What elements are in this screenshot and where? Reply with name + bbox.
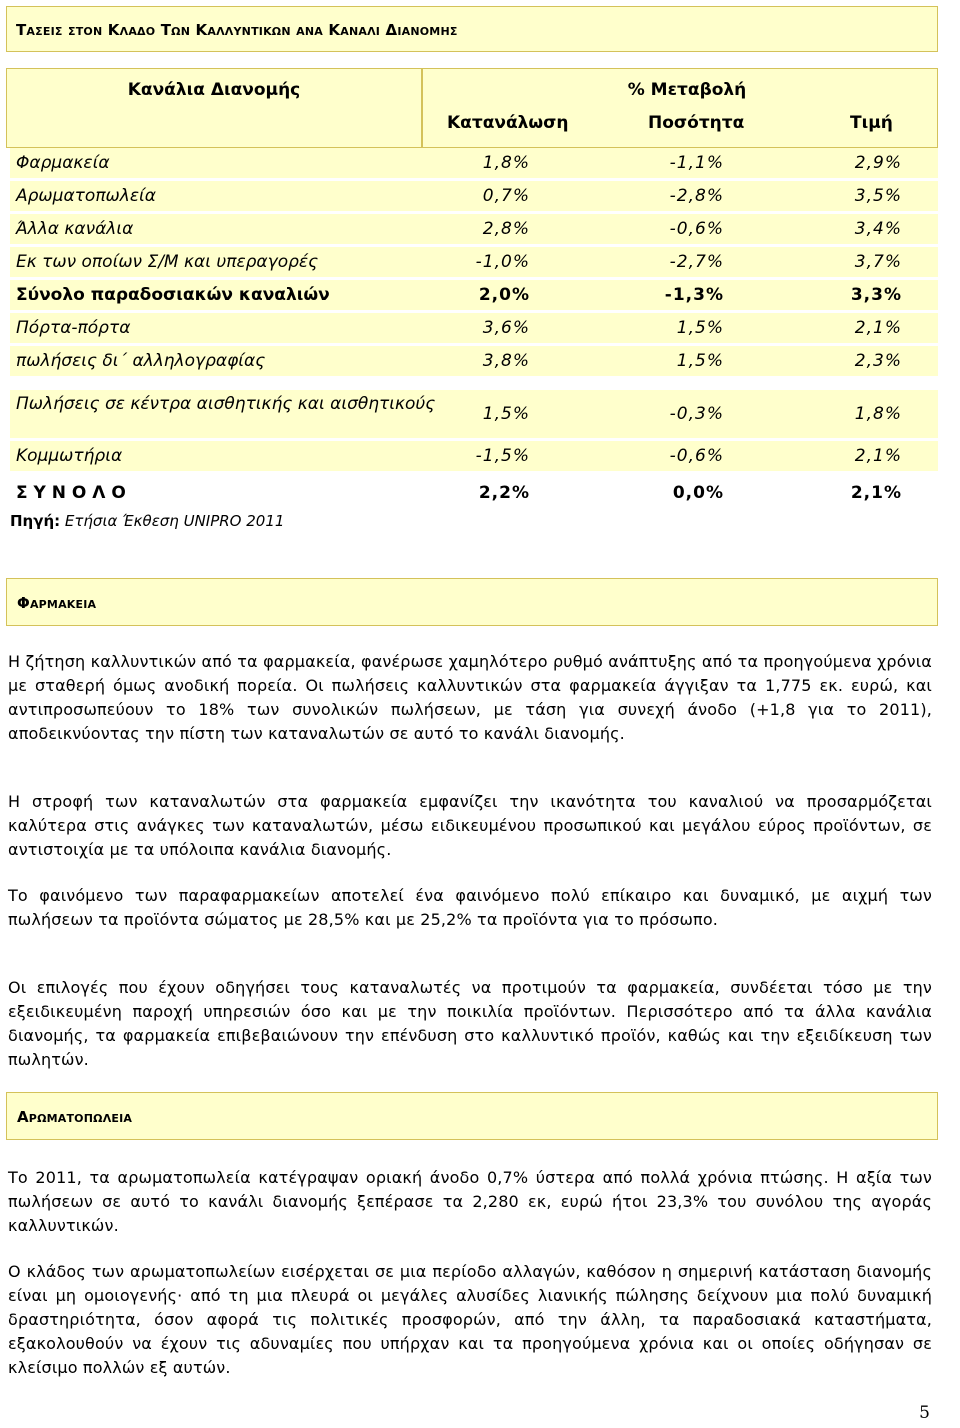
cell-quantity: -2,8% <box>669 186 724 206</box>
row-label: Πόρτα-πόρτα <box>16 318 131 338</box>
source-label: Πηγή: <box>10 512 61 530</box>
header-channels: Κανάλια Διανομής <box>127 80 301 100</box>
cell-price: 3,5% <box>854 186 902 206</box>
table-row <box>10 390 938 439</box>
table-header <box>6 68 938 148</box>
header-percent-change: % Μεταβολή <box>627 80 747 100</box>
section-title-perfumeries: Αρωματοπωλεια <box>6 1092 938 1140</box>
cell-price: 2,1% <box>854 446 902 466</box>
cell-consumption: -1,5% <box>475 446 530 466</box>
cell-consumption: 0,7% <box>482 186 530 206</box>
header-price: Τιμή <box>850 113 893 133</box>
cell-consumption: 1,8% <box>482 153 530 173</box>
section-title-pharmacies: Φαρμακεια <box>6 578 938 626</box>
cell-price: 2,1% <box>854 318 902 338</box>
table-row <box>10 280 938 311</box>
paragraph: Η στροφή των καταναλωτών στα φαρμακεία εμφανίζει την ικανότητα του καναλιού να προσαρμόζεται καλύτερα στις ανάγκες των καταναλωτών, μέσω ειδικευμένου προσωπικού και μεγάλου εύρος προϊόντων, σε αντιστοιχία με τα υπόλοιπα κανάλια διανομής. <box>8 792 932 859</box>
paragraph: Ο κλάδος των αρωματοπωλείων εισέρχεται σε μια περίοδο αλλαγών, καθόσον η σημερινή κατάσταση διανομής είναι μη ομοιογενής· από τη μια πλευρά οι μεγάλες αλυσίδες λιανικής πώλησης δείχνουν μια πολύ δυναμική δραστηριότητα, όσον αφορά τις πολιτικές προσφορών, από την άλλη, τα παραδοσιακά καταστήματα, εξακολουθούν να έχουν τις αδυναμίες που υπήρχαν και τα προηγούμενα χρόνια και οι οποίες οδήγησαν σε κλείσιμο πολλών εξ αυτών. <box>8 1262 932 1377</box>
table-source <box>10 512 284 530</box>
cell-quantity: 1,5% <box>676 351 724 371</box>
cell-price: 2,9% <box>854 153 902 173</box>
table-row <box>10 346 938 377</box>
cell-price: 3,4% <box>854 219 902 239</box>
cell-consumption: 3,6% <box>482 318 530 338</box>
page-number: 5 <box>919 1403 930 1423</box>
cell-quantity: 1,5% <box>676 318 724 338</box>
row-label: πωλήσεις δι΄ αλληλογραφίας <box>16 351 266 371</box>
row-label: Σ Υ Ν Ο Λ Ο <box>16 483 126 503</box>
cell-consumption: 2,2% <box>478 483 530 503</box>
table-row <box>10 313 938 344</box>
header-divider <box>421 69 423 149</box>
row-label: Αρωματοπωλεία <box>16 186 156 206</box>
row-label: Εκ των οποίων Σ/Μ και υπεραγορές <box>16 252 319 272</box>
cell-price: 3,3% <box>850 285 902 305</box>
table-row <box>10 478 938 509</box>
cell-consumption: -1,0% <box>475 252 530 272</box>
paragraph: Το φαινόμενο των παραφαρμακείων αποτελεί ένα φαινόμενο πολύ επίκαιρο και δυναμικό, με αιχμή των πωλήσεων τα προϊόντα σώματος με 28,5% και με 25,2% τα προϊόντα για το πρόσωπο. <box>8 886 932 929</box>
table-row <box>10 181 938 212</box>
cell-quantity: 0,0% <box>672 483 724 503</box>
cell-price: 2,1% <box>850 483 902 503</box>
header-quantity: Ποσότητα <box>648 113 745 133</box>
row-label: Κομμωτήρια <box>16 446 123 466</box>
cell-price: 2,3% <box>854 351 902 371</box>
table-row <box>10 441 938 472</box>
paragraph: Η ζήτηση καλλυντικών από τα φαρμακεία, φανέρωσε χαμηλότερο ρυθμό ανάπτυξης από τα προηγούμενα χρόνια με σταθερή όμως ανοδική πορεία. Οι πωλήσεις καλλυντικών στα φαρμακεία άγγιξαν τα 1,775 εκ. ευρώ, και αντιπροσωπεύουν το 18% των συνολικών πωλήσεων, με τάση για συνεχή άνοδο (+1,8 για το 2011), αποδεικνύοντας την πίστη των καταναλωτών σε αυτό το κανάλι διανομής. <box>8 652 932 743</box>
header-consumption: Κατανάλωση <box>447 113 569 133</box>
table-row <box>10 214 938 245</box>
cell-consumption: 3,8% <box>482 351 530 371</box>
cell-quantity: -1,3% <box>664 285 724 305</box>
row-label: Φαρμακεία <box>16 153 110 173</box>
cell-consumption: 2,0% <box>478 285 530 305</box>
paragraph: Οι επιλογές που έχουν οδηγήσει τους καταναλωτές να προτιμούν τα φαρμακεία, συνδέεται τόσο με την εξειδικευμένη παροχή υπηρεσιών όσο και με την ποικιλία προϊόντων. Περισσότερο από τα άλλα κανάλια διανομής, τα φαρμακεία επιβεβαιώνουν την επένδυση στο καλλυντικό προϊόν, καθώς και την εξειδίκευση των πωλητών. <box>8 978 932 1069</box>
section-title-trends: Τασεις στον Κλαδο Των Καλλυντικων ανα Καναλι Διανομης <box>6 6 938 52</box>
table-row <box>10 247 938 278</box>
cell-consumption: 2,8% <box>482 219 530 239</box>
row-label: Άλλα κανάλια <box>16 219 134 239</box>
table-row <box>10 148 938 179</box>
cell-price: 3,7% <box>854 252 902 272</box>
cell-quantity: -0,6% <box>669 219 724 239</box>
paragraph: Το 2011, τα αρωματοπωλεία κατέγραψαν οριακή άνοδο 0,7% ύστερα από πολλά χρόνια πτώσης. Η αξία των πωλήσεων σε αυτό το κανάλι διανομής ξεπέρασε τα 2,280 εκ, ευρώ ήτοι 23,3% του συνόλου της αγοράς καλλυντικών. <box>8 1168 932 1235</box>
cell-quantity: -0,6% <box>669 446 724 466</box>
source-text: Ετήσια Έκθεση UNIPRO 2011 <box>64 512 285 530</box>
row-label: Πωλήσεις σε κέντρα αισθητικής και αισθητικούς <box>16 394 436 414</box>
cell-quantity: -0,3% <box>669 404 724 424</box>
row-label: Σύνολο παραδοσιακών καναλιών <box>16 285 330 305</box>
cell-quantity: -1,1% <box>669 153 724 173</box>
cell-quantity: -2,7% <box>669 252 724 272</box>
cell-price: 1,8% <box>854 404 902 424</box>
cell-consumption: 1,5% <box>482 404 530 424</box>
